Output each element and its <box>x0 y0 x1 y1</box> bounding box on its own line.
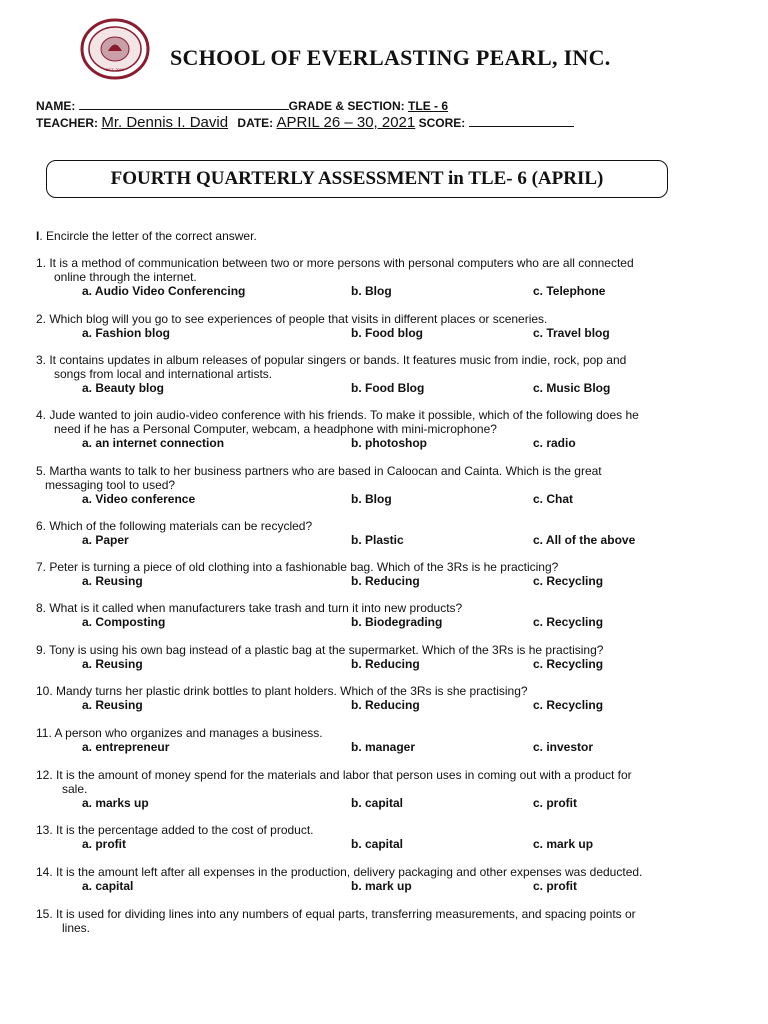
question-stem-continued: online through the internet. <box>54 270 197 284</box>
question-14 <box>36 865 736 893</box>
question-stem: 1. It is a method of communication between two or more persons with personal computers who are all connected <box>36 256 634 270</box>
answer-options <box>36 879 736 893</box>
question-stem: 13. It is the percentage added to the cost of product. <box>36 823 314 837</box>
option-b[interactable]: b. Plastic <box>351 533 404 547</box>
question-stem-continued: lines. <box>62 921 91 935</box>
option-c[interactable]: c. profit <box>533 796 577 810</box>
option-c[interactable]: c. Telephone <box>533 284 606 298</box>
school-seal-logo <box>80 18 150 80</box>
option-c[interactable]: c. Chat <box>533 492 574 506</box>
option-a[interactable]: a. Paper <box>82 533 129 547</box>
name-grade-row <box>36 99 448 113</box>
question-stem-continued: need if he has a Personal Computer, webcam, a headphone with mini-microphone? <box>54 422 497 436</box>
question-11 <box>36 726 736 754</box>
question-10 <box>36 684 736 712</box>
question-stem-continued: songs from local and international artists. <box>54 367 273 381</box>
option-c[interactable]: c. Recycling <box>533 698 604 712</box>
question-13 <box>36 823 736 851</box>
instruction <box>36 229 257 243</box>
answer-options <box>36 740 736 754</box>
answer-options <box>36 657 736 671</box>
option-b[interactable]: b. capital <box>351 796 404 810</box>
option-b[interactable]: b. manager <box>351 740 416 754</box>
question-stem: 7. Peter is turning a piece of old clothing into a fashionable bag. Which of the 3Rs is he practicing? <box>36 560 559 574</box>
option-a[interactable]: a. profit <box>82 837 126 851</box>
option-a[interactable]: a. Audio Video Conferencing <box>82 284 246 298</box>
option-b[interactable]: b. Food blog <box>351 326 423 340</box>
question-12 <box>36 768 736 810</box>
option-a[interactable]: a. an internet connection <box>82 436 225 450</box>
name-label: NAME: <box>36 99 76 113</box>
answer-options <box>36 698 736 712</box>
answer-options <box>36 492 736 506</box>
question-15 <box>36 907 736 935</box>
assessment-title: FOURTH QUARTERLY ASSESSMENT in TLE- 6 (APRIL) <box>110 168 604 189</box>
option-b[interactable]: b. mark up <box>351 879 412 893</box>
option-c[interactable]: c. Recycling <box>533 657 604 671</box>
question-stem: 2. Which blog will you go to see experiences of people that visits in different places or sceneries. <box>36 312 548 326</box>
question-stem: 10. Mandy turns her plastic drink bottles to plant holders. Which of the 3Rs is she practising? <box>36 684 528 698</box>
assessment-title-box <box>46 160 668 198</box>
answer-options <box>36 533 736 547</box>
option-b[interactable]: b. Blog <box>351 284 392 298</box>
date-value: APRIL 26 – 30, 2021 <box>276 114 416 131</box>
question-5 <box>36 464 736 506</box>
option-c[interactable]: c. All of the above <box>533 533 636 547</box>
answer-options <box>36 615 736 629</box>
grade-value: TLE - 6 <box>408 99 449 113</box>
question-stem: 6. Which of the following materials can be recycled? <box>36 519 313 533</box>
question-stem: 8. What is it called when manufacturers take trash and turn it into new products? <box>36 601 463 615</box>
option-a[interactable]: a. Reusing <box>82 657 143 671</box>
question-9 <box>36 643 736 671</box>
question-stem-continued: messaging tool to used? <box>45 478 176 492</box>
answer-options <box>36 574 736 588</box>
answer-options <box>36 796 736 810</box>
school-name: SCHOOL OF EVERLASTING PEARL, INC. <box>170 45 611 70</box>
question-stem: 5. Martha wants to talk to her business partners who are based in Caloocan and Cainta. Which is the great <box>36 464 602 478</box>
option-b[interactable]: b. Reducing <box>351 574 420 588</box>
option-a[interactable]: a. marks up <box>82 796 149 810</box>
question-1 <box>36 256 736 298</box>
option-a[interactable]: a. Beauty blog <box>82 381 165 395</box>
option-c[interactable]: c. investor <box>533 740 594 754</box>
svg-text:EST. 2000: EST. 2000 <box>105 67 125 72</box>
instruction-text: . Encircle the letter of the correct answer. <box>39 229 257 243</box>
option-b[interactable]: b. photoshop <box>351 436 427 450</box>
question-stem: 3. It contains updates in album releases of popular singers or bands. It features music from indie, rock, pop and <box>36 353 627 367</box>
teacher-label: TEACHER: <box>36 116 98 130</box>
question-stem: 15. It is used for dividing lines into any numbers of equal parts, transferring measurements, and spacing points or <box>36 907 636 921</box>
option-c[interactable]: c. profit <box>533 879 577 893</box>
option-a[interactable]: a. Composting <box>82 615 166 629</box>
option-a[interactable]: a. capital <box>82 879 134 893</box>
question-stem: 11. A person who organizes and manages a business. <box>36 726 323 740</box>
name-blank[interactable] <box>79 99 289 110</box>
teacher-date-row <box>36 114 574 131</box>
option-a[interactable]: a. Video conference <box>82 492 196 506</box>
option-b[interactable]: b. capital <box>351 837 404 851</box>
score-blank[interactable] <box>469 116 574 127</box>
answer-options <box>36 326 736 340</box>
answer-options <box>36 284 736 298</box>
option-a[interactable]: a. entrepreneur <box>82 740 170 754</box>
score-label: SCORE: <box>418 116 466 130</box>
option-b[interactable]: b. Reducing <box>351 657 420 671</box>
question-6 <box>36 519 736 547</box>
date-label: DATE: <box>237 116 274 130</box>
question-stem: 12. It is the amount of money spend for the materials and labor that person uses in coming out with a product for <box>36 768 632 782</box>
question-7 <box>36 560 736 588</box>
question-stem: 4. Jude wanted to join audio-video conference with his friends. To make it possible, which of the following does he <box>36 408 639 422</box>
option-c[interactable]: c. mark up <box>533 837 594 851</box>
teacher-value: Mr. Dennis I. David <box>101 114 229 131</box>
instruction-roman: I <box>36 229 40 243</box>
answer-options <box>36 381 736 395</box>
question-3 <box>36 353 736 395</box>
question-stem-continued: sale. <box>62 782 88 796</box>
option-a[interactable]: a. Reusing <box>82 574 143 588</box>
answer-options <box>36 436 736 450</box>
question-8 <box>36 601 736 629</box>
option-c[interactable]: c. Music Blog <box>533 381 611 395</box>
option-b[interactable]: b. Biodegrading <box>351 615 443 629</box>
question-4 <box>36 408 736 450</box>
answer-options <box>36 837 736 851</box>
option-a[interactable]: a. Fashion blog <box>82 326 171 340</box>
option-b[interactable]: b. Blog <box>351 492 392 506</box>
option-c[interactable]: c. radio <box>533 436 576 450</box>
option-b[interactable]: b. Reducing <box>351 698 420 712</box>
option-c[interactable]: c. Recycling <box>533 574 604 588</box>
question-stem: 9. Tony is using his own bag instead of a plastic bag at the supermarket. Which of the 3Rs is he practising? <box>36 643 604 657</box>
option-b[interactable]: b. Food Blog <box>351 381 425 395</box>
option-c[interactable]: c. Travel blog <box>533 326 610 340</box>
option-a[interactable]: a. Reusing <box>82 698 143 712</box>
grade-label: GRADE & SECTION: <box>288 99 405 113</box>
question-stem: 14. It is the amount left after all expenses in the production, delivery packaging and other expenses was deducted. <box>36 865 643 879</box>
question-2 <box>36 312 736 340</box>
option-c[interactable]: c. Recycling <box>533 615 604 629</box>
